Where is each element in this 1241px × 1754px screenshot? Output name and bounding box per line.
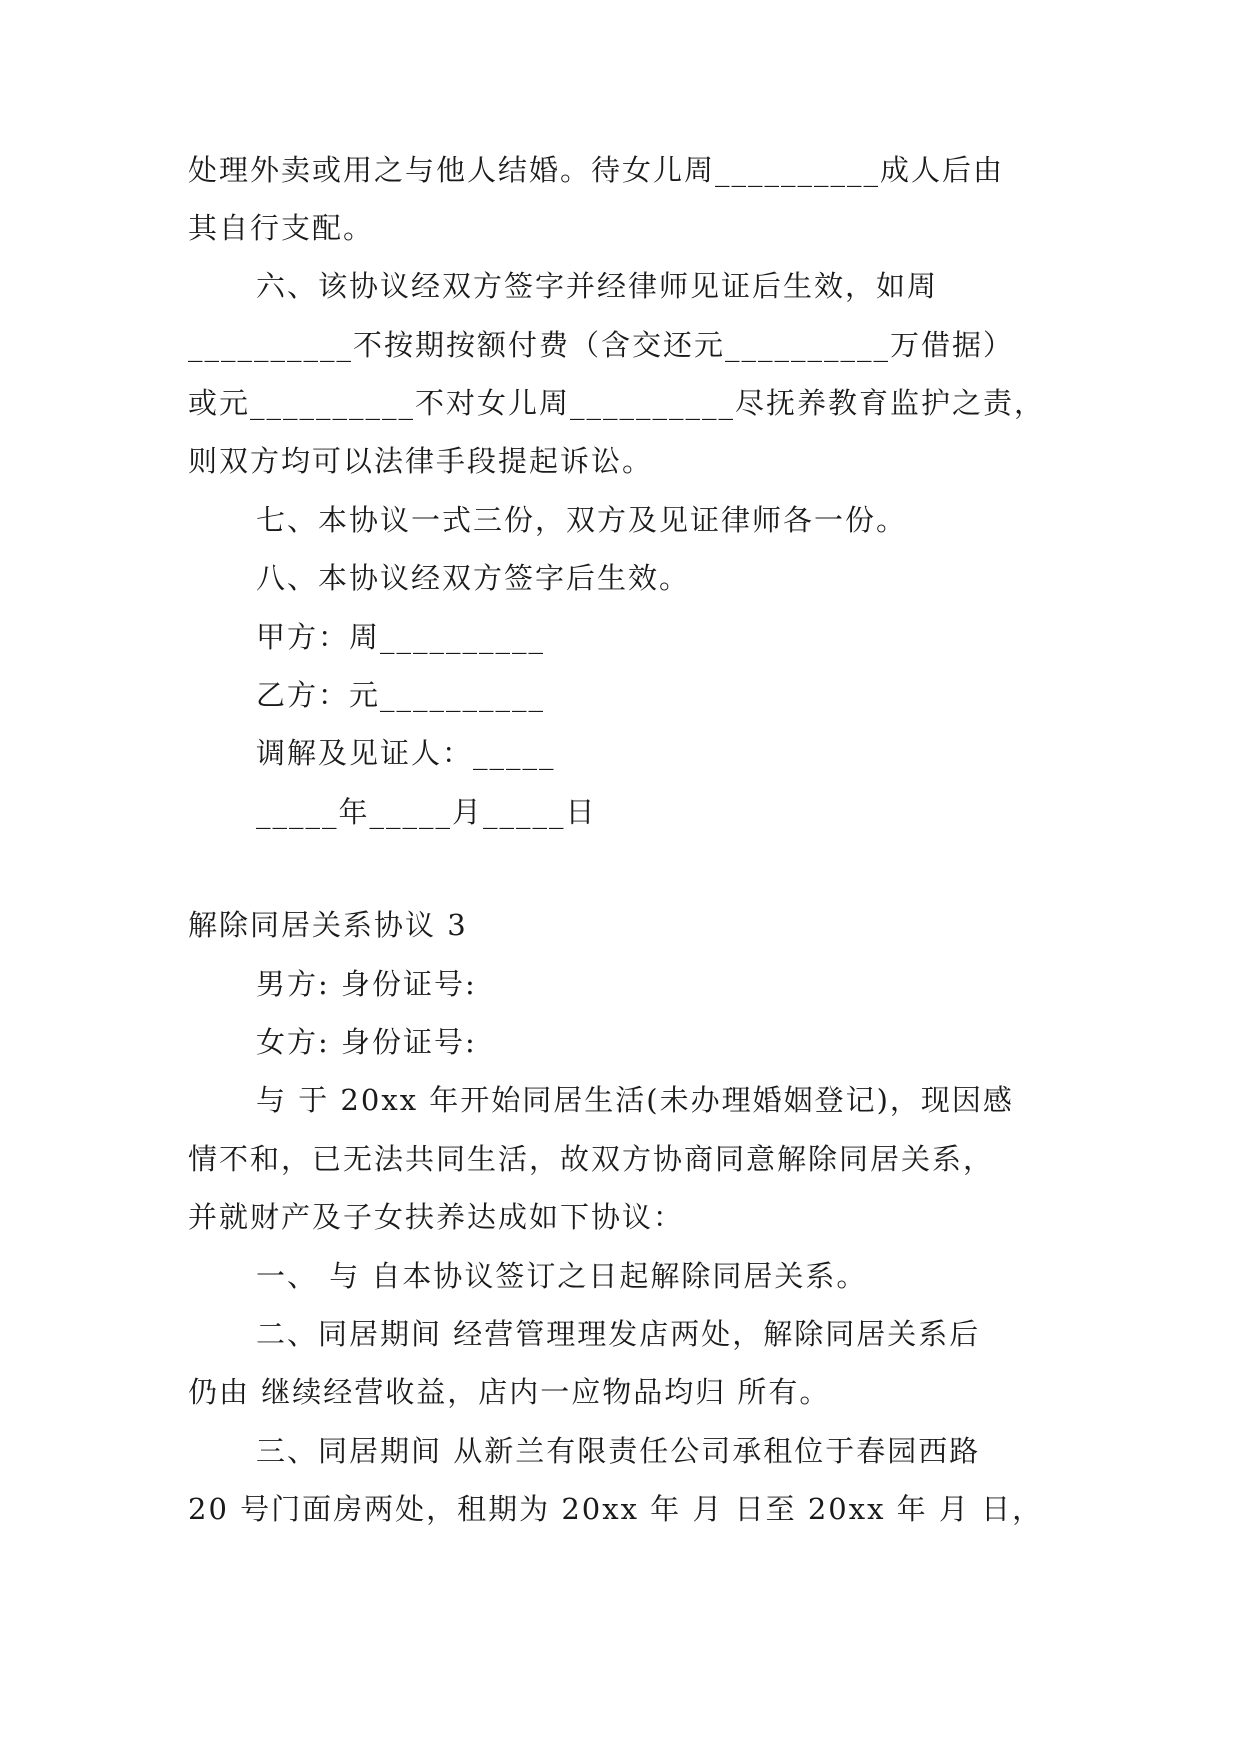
paragraph-line: 20 号门面房两处，租期为 20xx 年 月 日至 20xx 年 月 日， [188,1492,1044,1526]
paragraph-line: 六、该协议经双方签字并经律师见证后生效，如周 [256,269,939,303]
section-title: 解除同居关系协议 3 [188,908,468,942]
paragraph-line: 一、 与 自本协议签订之日起解除同居关系。 [256,1259,868,1293]
paragraph-line: 则双方均可以法律手段提起诉讼。 [188,444,654,478]
paragraph-line: __________不按期按额付费（含交还元__________万借据） [188,328,1015,362]
female-party-line: 女方: 身份证号: [256,1025,477,1059]
signature-date: _____年_____月_____日 [256,795,597,829]
paragraph-line: 情不和，已无法共同生活，故双方协商同意解除同居关系， [188,1142,995,1176]
paragraph-line: 仍由 继续经营收益，店内一应物品均归 所有。 [188,1375,831,1409]
paragraph-line: 并就财产及子女扶养达成如下协议： [188,1200,685,1234]
signature-witness: 调解及见证人：_____ [256,736,556,770]
paragraph-line: 二、同居期间 经营管理理发店两处，解除同居关系后 [256,1317,981,1351]
paragraph-line: 或元__________不对女儿周__________尽抚养教育监护之责， [188,386,1046,420]
male-party-line: 男方: 身份证号: [256,967,477,1001]
paragraph-line: 其自行支配。 [188,211,375,245]
signature-party-b: 乙方：元__________ [256,678,546,712]
paragraph-line: 八、本协议经双方签字后生效。 [256,561,691,595]
paragraph-line: 三、同居期间 从新兰有限责任公司承租位于春园西路 [256,1434,981,1468]
paragraph-line: 七、本协议一式三份，双方及见证律师各一份。 [256,503,908,537]
signature-party-a: 甲方：周__________ [256,620,546,654]
paragraph-line: 与 于 20xx 年开始同居生活(未办理婚姻登记)，现因感 [256,1083,1014,1117]
paragraph-line: 处理外卖或用之与他人结婚。待女儿周__________成人后由 [188,153,1005,187]
